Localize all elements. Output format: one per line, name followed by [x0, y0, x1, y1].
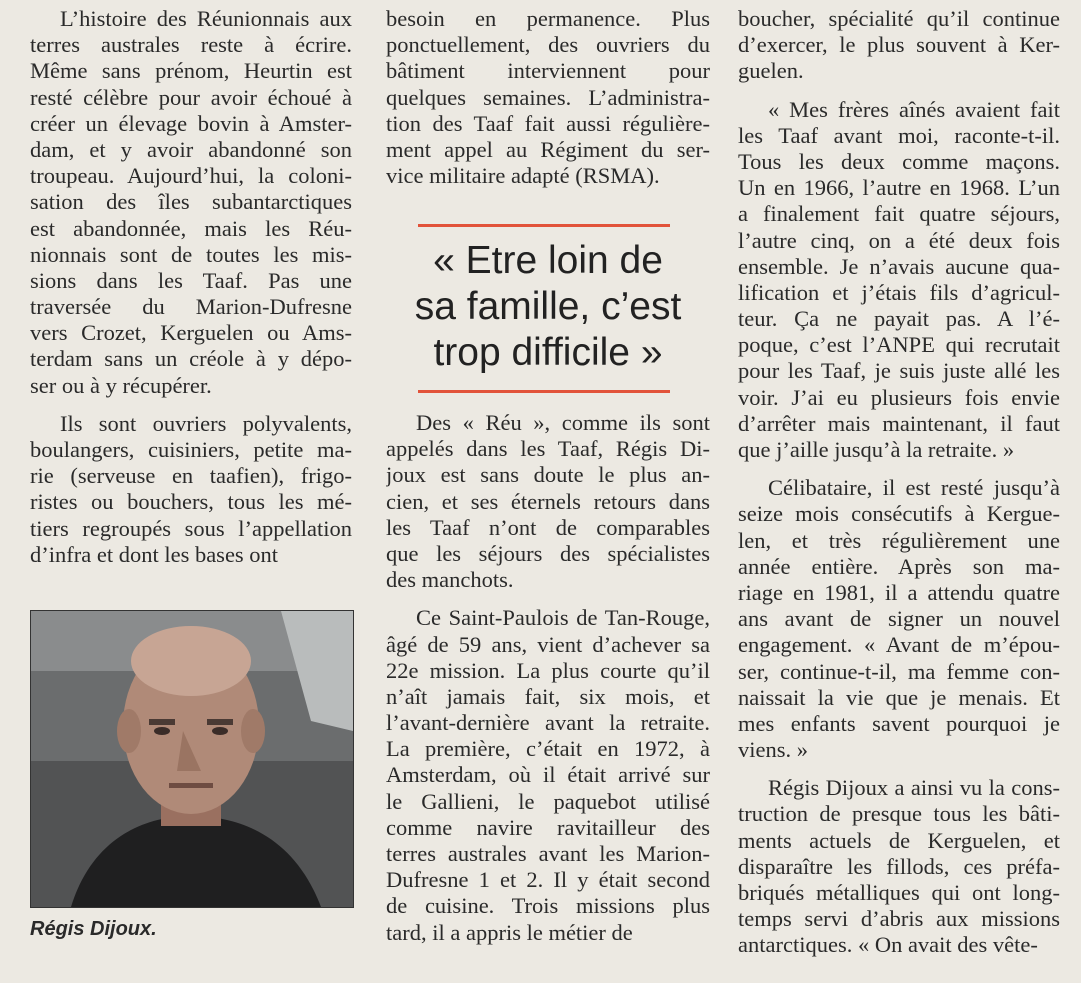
text-line: a finalement fait quatre séjours,: [738, 201, 1060, 227]
text-line: resté célèbre pour avoir échoué à: [30, 84, 352, 110]
text-line: les Taaf n’ont de comparables: [386, 514, 710, 540]
text-line: Même sans prénom, Heurtin est: [30, 58, 352, 84]
text-line: La première, c’était en 1972, à: [386, 736, 710, 762]
text-line: ponctuellement, des ouvriers du: [386, 32, 710, 58]
article-column-2-bottom: [386, 410, 710, 946]
text-line: L’histoire des Réunionnais aux: [60, 6, 352, 31]
text-line: sation des îles subantarctiques: [30, 189, 352, 215]
text-line: poque, c’est l’ANPE qui recrutait: [738, 332, 1060, 358]
text-line: besoin en permanence. Plus: [386, 6, 710, 31]
text-line: terres australes reste à écrire.: [30, 32, 352, 58]
text-line: tion des Taaf fait aussi régulière-: [386, 110, 710, 136]
text-line: de cuisine. Trois missions plus: [386, 893, 710, 919]
text-line: le Gallieni, le paquebot utilisé: [386, 788, 710, 814]
text-line: l’avant-dernière avant la retraite.: [386, 710, 710, 736]
text-line: sions dans les Taaf. Pas une: [30, 267, 352, 293]
text-line: ser, continue-t-il, ma femme con-: [738, 658, 1060, 684]
text-line: Amsterdam, où il était arrivé sur: [386, 762, 710, 788]
text-line: 22e mission. La plus courte qu’il: [386, 657, 710, 683]
paragraph-gap: [30, 399, 352, 411]
text-line: ser ou à y récupérer.: [30, 372, 212, 398]
text-line: dam, et y avoir abandonné son: [30, 136, 352, 162]
text-line: ristes ou bouchers, tous les mé-: [30, 489, 352, 515]
text-line: comme navire ravitailleur des: [386, 814, 710, 840]
text-line: les Taaf avant moi, raconte-t-il.: [738, 122, 1060, 148]
text-line: ments actuels de Kerguelen, et: [738, 827, 1060, 853]
text-line: appelés dans les Taaf, Régis Di-: [386, 436, 710, 462]
text-line: boulangers, cuisiniers, petite ma-: [30, 437, 352, 462]
text-line: joux est sans doute le plus an-: [386, 462, 710, 488]
text-line: naissait la vie que je menais. Et: [738, 684, 1060, 710]
text-line: truction de presque tous les bâti-: [738, 801, 1060, 827]
quote-rule-top: [418, 224, 670, 227]
text-line: voir. J’ai eu plusieurs fois envie: [738, 384, 1060, 410]
text-line: riage en 1981, il a attendu quatre: [738, 579, 1060, 605]
quote-rule-bottom: [418, 390, 670, 393]
text-line: seize mois consécutifs à Kergue-: [738, 501, 1060, 527]
text-line: terres australes avant les Marion-: [386, 841, 710, 866]
text-line: lification et j’étais fils d’agricul-: [738, 279, 1060, 305]
text-line: traversée du Marion-Dufresne: [30, 294, 352, 320]
text-line: que les séjours des spécialistes: [386, 540, 710, 566]
text-line: Ce Saint-Paulois de Tan-Rouge,: [416, 605, 710, 631]
text-line: boucher, spécialité qu’il continue: [738, 6, 1060, 31]
text-line: l’autre cinq, on a été deux fois: [738, 227, 1060, 253]
text-line: viens. »: [738, 737, 808, 763]
text-line: temps servi d’abris aux missions: [738, 906, 1060, 932]
text-line: Dufresne 1 et 2. Il y était second: [386, 867, 710, 893]
portrait-image: [31, 611, 353, 907]
paragraph-gap: [386, 593, 710, 605]
text-line: terdam sans un créole à y dépo-: [30, 346, 352, 372]
pull-quote-line: trop difficile »: [433, 331, 663, 374]
text-line: Célibataire, il est resté jusqu’à: [768, 475, 1060, 501]
text-line: Régis Dijoux a ainsi vu la cons-: [768, 775, 1060, 801]
paragraph-gap: [738, 85, 1060, 97]
text-line: quelques semaines. L’administra-: [386, 84, 710, 110]
text-line: vice militaire adapté (RSMA).: [386, 163, 660, 189]
text-line: Un en 1966, l’autre en 1968. L’un: [738, 175, 1060, 201]
pull-quote-line: sa famille, c’est: [414, 285, 682, 328]
text-line: len, et très régulièrement une: [738, 527, 1060, 553]
text-line: d’exercer, le plus souvent à Ker-: [738, 32, 1060, 58]
text-line: année entière. Après son ma-: [738, 553, 1060, 579]
text-line: ans avant de signer un nouvel: [738, 606, 1060, 632]
article-column-1: [30, 6, 352, 568]
text-line: ment appel au Régiment du ser-: [386, 136, 710, 162]
text-line: d’arrêter mais maintenant, il faut: [738, 410, 1060, 436]
text-line: engagement. « Avant de m’épou-: [738, 632, 1060, 658]
text-line: mes enfants savent pourquoi je: [738, 710, 1060, 736]
text-line: Tous les deux comme maçons.: [738, 148, 1060, 174]
text-line: « Mes frères aînés avaient fait: [768, 96, 1060, 122]
portrait-photo: [30, 610, 354, 908]
text-line: tiers regroupés sous l’appellation: [30, 515, 352, 541]
text-line: créer un élevage bovin à Amster-: [30, 110, 352, 136]
text-line: antarctiques. « On avait des vête-: [738, 932, 1038, 958]
text-line: cien, et ses éternels retours dans: [386, 488, 710, 514]
paragraph-gap: [738, 763, 1060, 775]
text-line: est abandonnée, mais les Réu-: [30, 215, 352, 241]
text-line: que j’aille jusqu’à la retraite. »: [738, 437, 1015, 462]
text-line: rie (serveuse en taafien), frigo-: [30, 463, 352, 489]
text-line: Ils sont ouvriers polyvalents,: [60, 410, 352, 436]
article-column-3: [738, 6, 1060, 959]
pull-quote-line: « Etre loin de: [433, 239, 663, 282]
text-line: des manchots.: [386, 567, 514, 593]
text-line: Des « Réu », comme ils sont: [416, 410, 710, 435]
text-line: teur. Ça ne payait pas. A l’é-: [738, 306, 1060, 332]
text-line: troupeau. Aujourd’hui, la coloni-: [30, 163, 352, 189]
text-line: n’aît jamais fait, six mois, et: [386, 683, 710, 709]
text-line: nionnais sont de toutes les mis-: [30, 241, 352, 267]
text-line: tard, il a appris le métier de: [386, 919, 633, 945]
text-line: disparaître les fillods, ces préfa-: [738, 853, 1060, 879]
pull-quote: [386, 238, 710, 376]
text-line: briqués métalliques qui ont long-: [738, 880, 1060, 905]
text-line: guelen.: [738, 58, 804, 84]
text-line: pour les Taaf, je suis juste allé les: [738, 358, 1060, 384]
text-line: ensemble. Je n’avais aucune qua-: [738, 253, 1060, 279]
text-line: âgé de 59 ans, vient d’achever sa: [386, 631, 710, 657]
text-line: vers Crozet, Kerguelen ou Ams-: [30, 320, 352, 346]
paragraph-gap: [738, 463, 1060, 475]
text-line: d’infra et dont les bases ont: [30, 541, 279, 567]
text-line: bâtiment interviennent pour: [386, 58, 710, 84]
photo-caption: Régis Dijoux.: [30, 918, 157, 940]
article-column-2-top: [386, 6, 710, 189]
